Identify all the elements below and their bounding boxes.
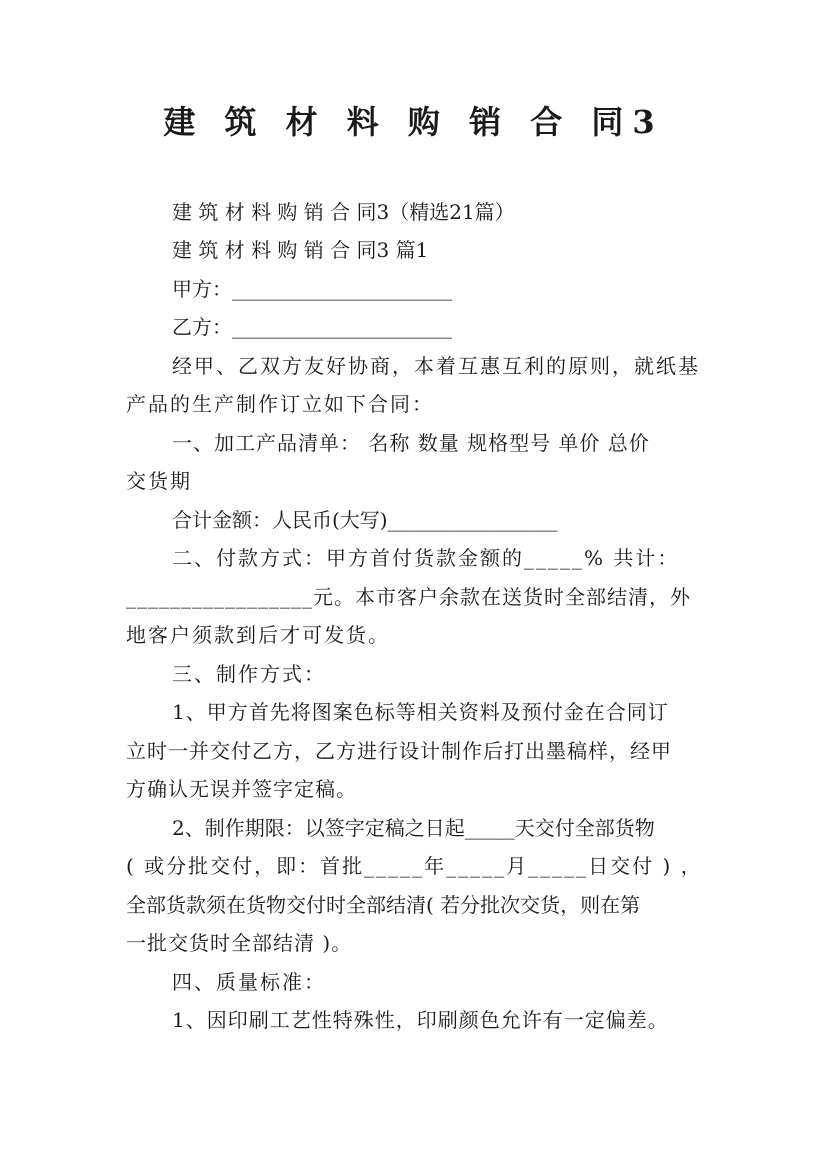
section-heading-line: 四、质量标准：	[172, 970, 326, 994]
paragraph-line: 立时一并交付乙方，乙方进行设计制作后打出墨稿样，经甲	[126, 739, 672, 763]
section-heading-line: 建 筑 材 料 购 销 合 同3 篇1	[172, 238, 429, 262]
paragraph-line: 二、付款方式：甲方首付货款金额的_____% 共计：	[172, 546, 680, 570]
paragraph-line: 1、因印刷工艺性特殊性，印刷颜色允许有一定偏差。	[172, 1008, 669, 1032]
paragraph-line: 合计金额：人民币(大写)_________________	[172, 508, 558, 532]
paragraph-line: 一、加工产品清单： 名称 数量 规格型号 单价 总价	[172, 431, 650, 455]
document-title: 建 筑 材 料 购 销 合 同3	[163, 103, 664, 141]
paragraph-line: 地客户须款到后才可发货。	[126, 623, 390, 647]
paragraph-line: 经甲、乙双方友好协商，本着互惠互利的原则，就纸基	[172, 354, 700, 378]
paragraph-line: _________________元。本市客户余款在送货时全部结清，外	[126, 585, 691, 609]
party-b-line: 乙方：______________________	[172, 315, 452, 339]
paragraph-line: 产品的生产制作订立如下合同：	[126, 392, 434, 416]
paragraph-line: 交货期	[126, 469, 192, 493]
paragraph-line: 全部货款须在货物交付时全部结清( 若分批次交货，则在第	[126, 893, 641, 917]
party-a-line: 甲方：______________________	[172, 277, 452, 301]
paragraph-line: 方确认无误并签字定稿。	[126, 777, 357, 801]
paragraph-line: ( 或分批交付，即：首批_____年_____月_____日交付 ) ，	[126, 854, 703, 878]
paragraph-line: 2、制作期限：以签字定稿之日起_____天交付全部货物	[172, 816, 655, 840]
section-heading-line: 三、制作方式：	[172, 662, 326, 686]
paragraph-line: 一批交货时全部结清 )。	[126, 931, 353, 955]
paragraph-line: 1、甲方首先将图案色标等相关资料及预付金在合同订	[172, 700, 669, 724]
subtitle-line: 建 筑 材 料 购 销 合 同3（精选21篇）	[172, 200, 515, 224]
